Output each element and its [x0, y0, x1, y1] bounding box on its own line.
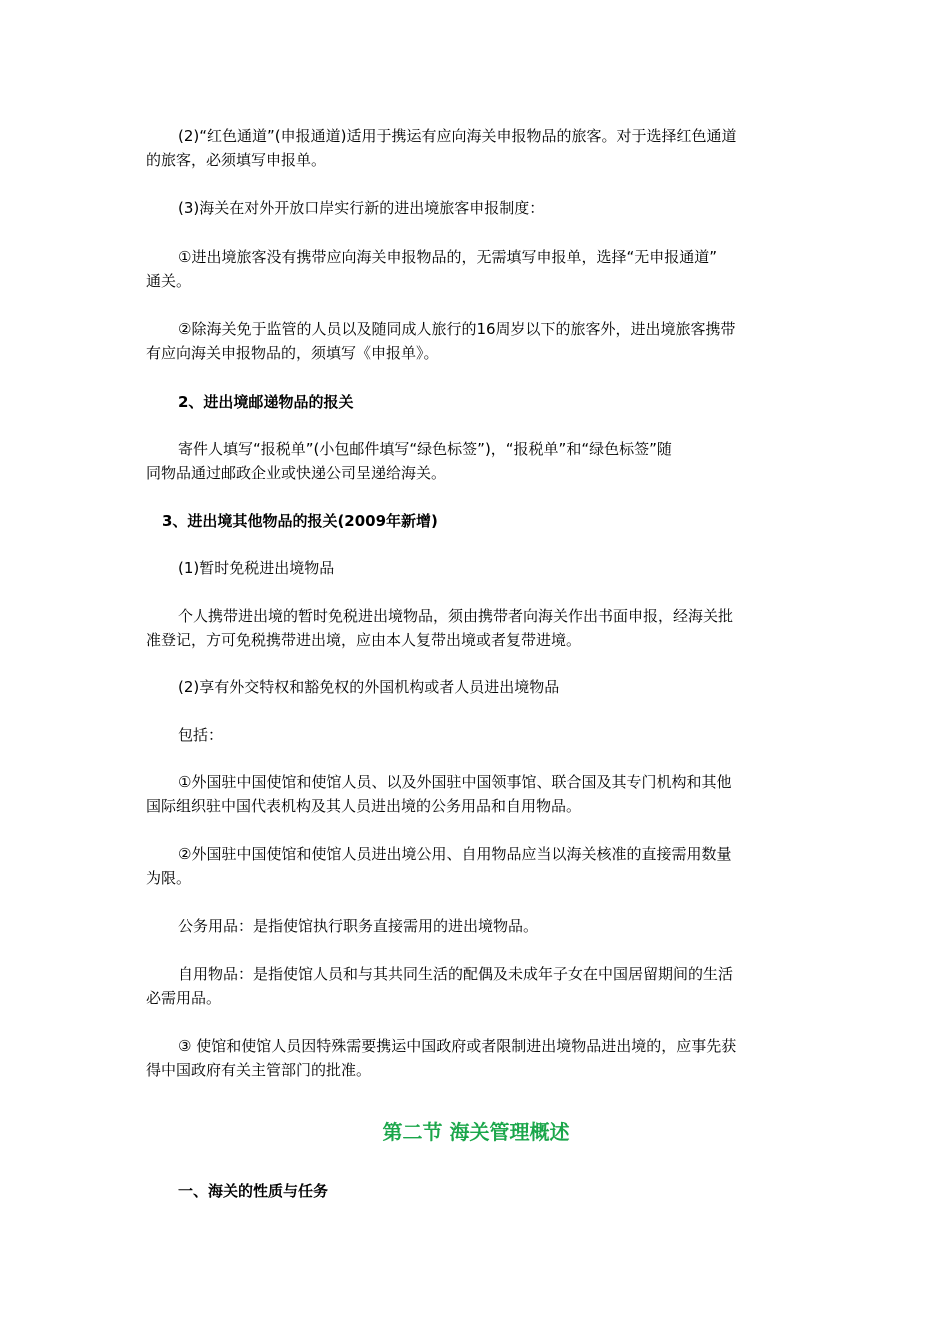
text-line: 通关。 — [146, 272, 192, 290]
text-line: 国际组织驻中国代表机构及其人员进出境的公务用品和自用物品。 — [146, 797, 582, 815]
heading-text: 2、进出境邮递物品的报关 — [178, 393, 354, 411]
text-line: ③ 使馆和使馆人员因特殊需要携运中国政府或者限制进出境物品进出境的，应事先获 — [178, 1037, 737, 1055]
text-line: 公务用品：是指使馆执行职务直接需用的进出境物品。 — [178, 917, 539, 935]
paragraph-diplomatic — [146, 675, 806, 699]
text-line: (3)海关在对外开放口岸实行新的进出境旅客申报制度： — [178, 199, 545, 217]
paragraph-personal-items — [146, 962, 806, 1010]
text-line: ①外国驻中国使馆和使馆人员、以及外国驻中国领事馆、联合国及其专门机构和其他 — [178, 773, 732, 791]
heading-text: 一、海关的性质与任务 — [178, 1182, 329, 1200]
text-line: 得中国政府有关主管部门的批准。 — [146, 1061, 372, 1079]
text-line: 有应向海关申报物品的，须填写《申报单》。 — [146, 344, 439, 362]
heading-text: 3、进出境其他物品的报关(2009年新增) — [162, 512, 438, 530]
paragraph-must-declare — [146, 317, 806, 365]
subheading-customs-nature — [146, 1179, 806, 1203]
text-line: (2)“红色通道”(申报通道)适用于携运有应向海关申报物品的旅客。对于选择红色通道 — [178, 127, 737, 145]
paragraph-temporary-exempt — [146, 556, 806, 580]
text-line: ②除海关免于监管的人员以及随同成人旅行的16周岁以下的旅客外，进出境旅客携带 — [178, 320, 736, 338]
paragraph-special-needs — [146, 1034, 806, 1082]
paragraph-declaration-system — [146, 196, 806, 220]
text-line: 为限。 — [146, 869, 192, 887]
paragraph-red-channel — [146, 124, 806, 172]
paragraph-temporary-detail — [146, 604, 806, 652]
paragraph-no-declaration — [146, 245, 806, 293]
text-line: (2)享有外交特权和豁免权的外国机构或者人员进出境物品 — [178, 678, 560, 696]
text-line: 寄件人填写“报税单”(小包邮件填写“绿色标签”)，“报税单”和“绿色标签”随 — [178, 440, 672, 458]
text-line: 同物品通过邮政企业或快递公司呈递给海关。 — [146, 464, 447, 482]
text-line: ①进出境旅客没有携带应向海关申报物品的，无需填写申报单，选择“无申报通道” — [178, 248, 717, 266]
text-line: 的旅客，必须填写申报单。 — [146, 151, 327, 169]
paragraph-postal — [146, 437, 806, 485]
text-line: (1)暂时免税进出境物品 — [178, 559, 335, 577]
heading-postal-items — [146, 390, 806, 414]
paragraph-embassy-items — [146, 770, 806, 818]
paragraph-including — [146, 723, 806, 747]
heading-other-items — [146, 509, 806, 533]
text-line: 个人携带进出境的暂时免税进出境物品，须由携带者向海关作出书面申报，经海关批 — [178, 607, 734, 625]
text-line: 自用物品：是指使馆人员和与其共同生活的配偶及未成年子女在中国居留期间的生活 — [178, 965, 734, 983]
text-line: 必需用品。 — [146, 989, 222, 1007]
text-line: ②外国驻中国使馆和使馆人员进出境公用、自用物品应当以海关核准的直接需用数量 — [178, 845, 732, 863]
section-title: 第二节 海关管理概述 — [382, 1120, 570, 1144]
paragraph-quantity-limit — [146, 842, 806, 890]
paragraph-official-items — [146, 914, 806, 938]
text-line: 包括： — [178, 726, 224, 744]
text-line: 准登记，方可免税携带进出境，应由本人复带出境或者复带进境。 — [146, 631, 582, 649]
